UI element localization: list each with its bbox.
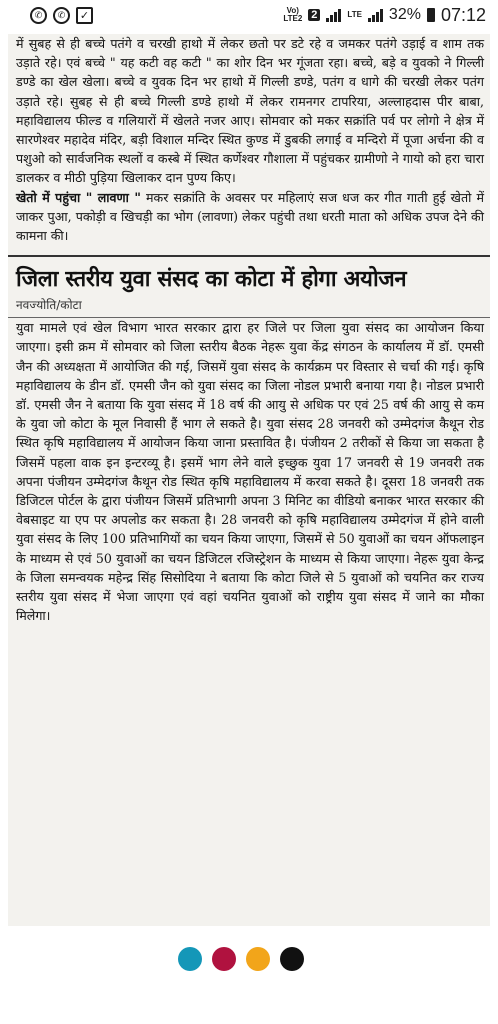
battery-percent: 32%: [388, 6, 421, 23]
clock: 07:12: [440, 4, 486, 25]
checkbox-notification-icon: ✓: [76, 7, 93, 24]
article-headline: जिला स्तरीय युवा संसद का कोटा में होगा अयोजन: [8, 255, 490, 293]
whatsapp-business-icon: ✆: [53, 7, 70, 24]
article-body: युवा मामले एवं खेल विभाग भारत सरकार द्वारा हर जिले पर जिला युवा संसद का आयोजन किया जाएगा। इसी क्रम में सोमवार को जिला स्तरीय बैठक नेहरू युवा केंद्र संगठन के कार्यालय में डॉ. एमसी जैन की अध्यक्षता में आयोजित की गई, जिसमें युवा संसद के कार्यक्रम पर विस्तार से चर्चा की गई। कृषि महाविद्यालय के डीन डॉ. एमसी जैन को युवा संसद का जिला नोडल प्रभारी बनाया गया है। नोडल प्रभारी डॉ. एमसी जैन ने बताया कि युवा संसद में 18 वर्ष की आयु से अधिक पर एवं 25 वर्ष की आयु से कम के युवा जो कोटा के मूल निवासी हैं भाग ले सकते है। युवा संसद 28 जनवरी को उम्मेदगंज कैथून रोड स्थित कृषि महाविद्यालय में आयोजन किया जाना प्रस्तावित है। पंजीयन 2 तरीकों से किया जा सकता है जिसमें पहला वाक इन इन्टरव्यू है। इसमें भाग लेने वाले इच्छुक युवा 17 जनवरी से 19 जनवरी तक अपना पंजीयन उम्मेदगंज कैथून रोड स्थित कृषि महाविद्यालय में करवा सकते है। दूसरा 18 जनवरी तक डिजिटल पोर्टल के द्वारा पंजीयन जिसमें प्रतिभागी अपना 3 मिनिट का वीडियो बनाकर भारत सरकार की वेबसाइट या एप पर अपलोड कर सकता है। 28 जनवरी को कृषि महाविद्यालय उम्मेदगंज में होने वाली युवा संसद के लिए 100 प्रतिभागियों का चयन किया जाएगा, जिसमें से 50 युवाओं का चयन ऑफलाइन के माध्यम से एवं 50 युवाओं का चयन डिजिटल रजिस्ट्रेशन के माध्यम से किया जाएगा। नेहरू युवा केन्द्र के जिला समन्वयक महेन्द्र सिंह सिसोदिया ने बताया कि कोटा जिले से 5 युवाओं को चयनित कर राज्य स्तरीय युवा संसद में भेजा जाएगा एवं वहां चयनित युवाओं को राष्ट्रीय युवा संसद में जाने का मौका मिलेगा।: [16, 320, 484, 624]
signal-bars-icon-2: [368, 8, 383, 22]
article-paragraph-festival: [8, 188, 490, 246]
signal-bars-icon: [326, 8, 341, 22]
status-bar: [0, 0, 498, 30]
lte-label: LTE: [347, 10, 362, 19]
sim-badge: 2: [308, 9, 320, 21]
page-dot-1[interactable]: [178, 947, 202, 971]
para-body: मकर सक्रांति के अवसर पर महिलाएं सज धज कर गीत गाती हुई खेतो में जाकर पुआ, पकोड़ी व खिचड़ी का भोग (लावणा) लेकर पहुंची तथा धरती माता को अधिक उपज देने की कामना की।: [16, 189, 484, 244]
article-paragraph: में सुबह से ही बच्चे पतंगे व चरखी हाथो में लेकर छतो पर डटे रहे व जमकर पतंगे उड़ाई व शाम तक उड़ाते रहे। एवं बच्चे " यह कटी वह कटी " का शोर दिन भर गूंजता रहा। बच्चे, बड़े व युवको ने गिल्ली डण्डे का खेल खेला। बच्चे व युवक दिन भर हाथो में गिल्ली डण्डे, पतंग व धागे की चरखी लेकर पतंग उड़ाते रहे। सुबह से ही बच्चे गिल्ली डण्डे हाथो में लेकर रामनगर टापरिया, अल्लाहदास पीर बाबा, महाविद्यालय फील्ड व गलियारों में खेलते नजर आए। सोमवार को मकर सक्रांति पर्व पर लोगो ने क्षेत्र में सारणेश्वर महादेव मंदिर, बड़ी विशाल मन्दिर स्थित कुण्ड में डुबकी लगाई व मन्दिरो में पूजा अर्चना की व पशुओ को सार्वजनिक स्थलों व कस्बे में स्थित कर्णेश्वर गौशाला में पहुंचकर ग्रामीणो ने गायो को हरा चारा डालकर व मीठी पुड़िया खिलाकर दान पुण्य किए।: [16, 36, 484, 186]
volte-icon: Vo) LTE2: [283, 6, 303, 23]
page-dot-4[interactable]: [280, 947, 304, 971]
whatsapp-icon: ✆: [30, 7, 47, 24]
page-indicator[interactable]: [178, 947, 304, 971]
navigation-bar: [0, 996, 498, 1024]
article-byline: नवज्योति/कोटा: [8, 293, 490, 318]
para-lead: खेतो में पहुंचा " लावणा ": [16, 189, 141, 205]
battery-icon: [427, 8, 435, 22]
page-dot-2[interactable]: [212, 947, 236, 971]
page-dot-3[interactable]: [246, 947, 270, 971]
newspaper-clipping[interactable]: [8, 34, 490, 926]
